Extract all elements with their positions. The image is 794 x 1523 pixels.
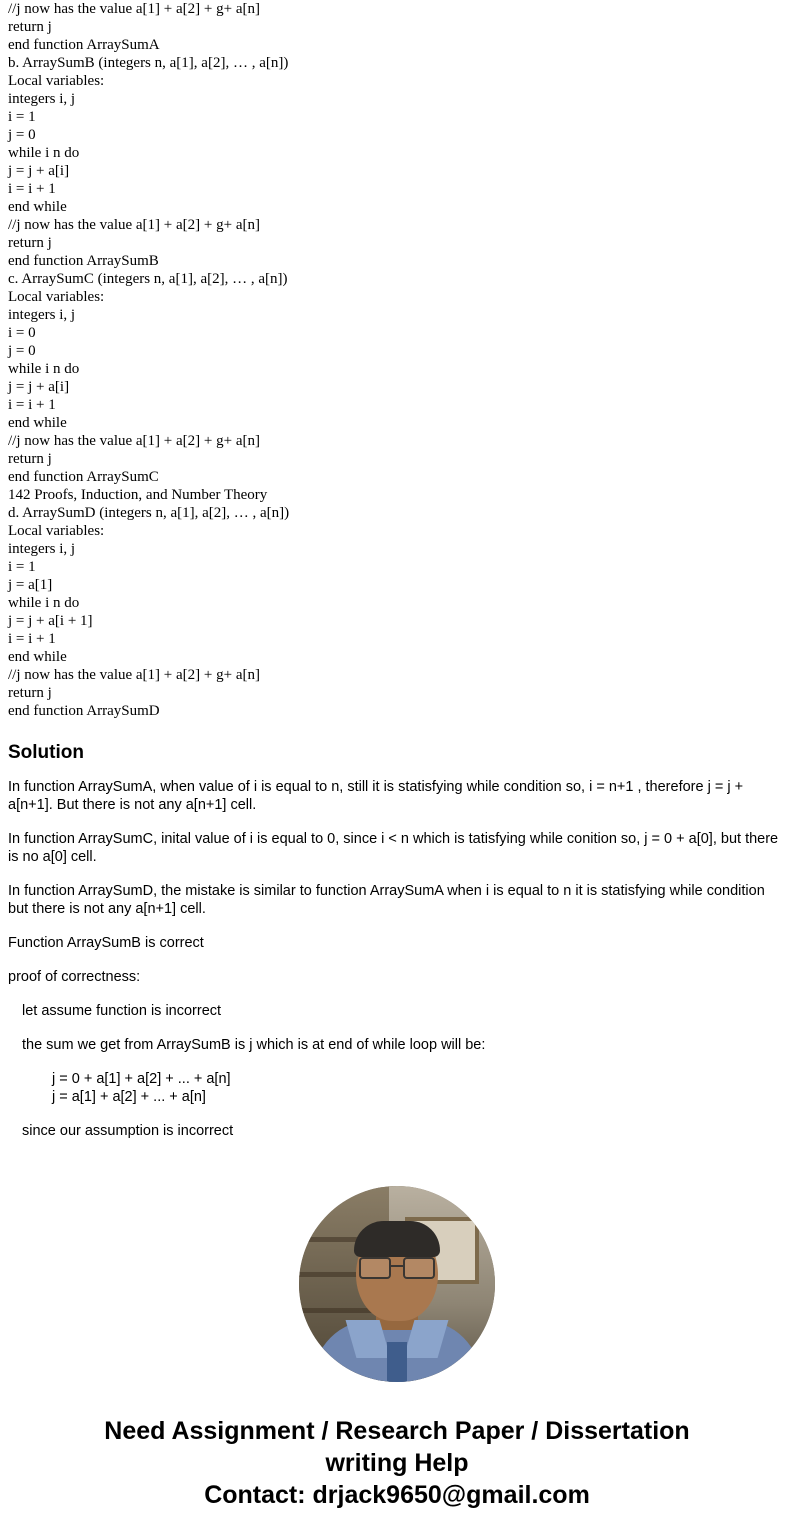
page-running-header: 142 Proofs, Induction, and Number Theory — [8, 487, 268, 503]
code-line: end function ArraySumD — [8, 703, 160, 719]
solution-heading: Solution — [8, 742, 84, 763]
glasses-lens-right — [403, 1257, 435, 1279]
proof-title: proof of correctness: — [8, 969, 141, 985]
code-line: j = j + a[i + 1] — [8, 613, 93, 629]
code-line: integers i, j — [8, 91, 76, 107]
code-line: return j — [8, 451, 52, 467]
tie — [387, 1342, 407, 1382]
code-line: b. ArraySumB (integers n, a[1], a[2], … , a[n]) — [8, 55, 289, 71]
code-line: //j now has the value a[1] + a[2] + g+ a[n] — [8, 667, 260, 683]
proof-sum-statement: the sum we get from ArraySumB is j which is at end of while loop will be: — [22, 1037, 486, 1053]
code-line: j = a[1] — [8, 577, 53, 593]
code-line: c. ArraySumC (integers n, a[1], a[2], … , a[n]) — [8, 271, 288, 287]
code-line: i = i + 1 — [8, 181, 56, 197]
code-line: end while — [8, 415, 67, 431]
code-line: i = 1 — [8, 559, 36, 575]
code-line: i = i + 1 — [8, 631, 56, 647]
code-line: j = 0 — [8, 343, 36, 359]
code-line: j = j + a[i] — [8, 163, 70, 179]
code-line: end while — [8, 649, 67, 665]
solution-paragraph: Function ArraySumB is correct — [8, 935, 204, 951]
code-line: i = 1 — [8, 109, 36, 125]
code-line: integers i, j — [8, 541, 76, 557]
pseudocode-block — [8, 0, 786, 720]
code-line: i = i + 1 — [8, 397, 56, 413]
code-line: //j now has the value a[1] + a[2] + g+ a[n] — [8, 1, 260, 17]
code-line: while i n do — [8, 595, 80, 611]
cta-block — [8, 1416, 786, 1510]
solution-paragraph: In function ArraySumD, the mistake is similar to function ArraySumA when i is equal to n it is statisfying while condition but there is not any a[n+1] cell. — [8, 883, 765, 917]
glasses-lens-left — [359, 1257, 391, 1279]
code-line: end function ArraySumC — [8, 469, 159, 485]
code-line: Local variables: — [8, 73, 105, 89]
code-line: end function ArraySumB — [8, 253, 159, 269]
proof-equation: j = 0 + a[1] + a[2] + ... + a[n] — [52, 1071, 231, 1087]
code-line: while i n do — [8, 145, 80, 161]
proof-assumption: let assume function is incorrect — [22, 1003, 222, 1019]
proof-of-correctness — [8, 968, 786, 1140]
solution-paragraph: In function ArraySumC, inital value of i is equal to 0, since i < n which is tatisfying while conition so, j = 0 + a[0], but there is no a[0] cell. — [8, 831, 779, 865]
code-line: j = 0 — [8, 127, 36, 143]
code-line: end while — [8, 199, 67, 215]
code-line: Local variables: — [8, 523, 105, 539]
code-line: end function ArraySumA — [8, 37, 160, 53]
solution-paragraph: In function ArraySumA, when value of i is equal to n, still it is statisfying while condition so, i = n+1 , therefore j = j + a[n+1]. But there is not any a[n+1] cell. — [8, 779, 744, 813]
code-line: return j — [8, 685, 52, 701]
cta-contact: Contact: drjack9650@gmail.com — [204, 1481, 590, 1509]
code-line: while i n do — [8, 361, 80, 377]
code-line: //j now has the value a[1] + a[2] + g+ a[n] — [8, 433, 260, 449]
code-line: i = 0 — [8, 325, 36, 341]
hair — [354, 1221, 440, 1257]
code-line: //j now has the value a[1] + a[2] + g+ a[n] — [8, 217, 260, 233]
avatar — [299, 1186, 495, 1382]
cta-line-1: Need Assignment / Research Paper / Dissertation — [104, 1417, 690, 1445]
code-line: integers i, j — [8, 307, 76, 323]
proof-conclusion: since our assumption is incorrect — [22, 1123, 234, 1139]
code-line: return j — [8, 19, 52, 35]
proof-equation: j = a[1] + a[2] + ... + a[n] — [52, 1089, 206, 1105]
code-line: return j — [8, 235, 52, 251]
code-line: Local variables: — [8, 289, 105, 305]
glasses-icon — [359, 1257, 435, 1275]
avatar-container — [8, 1186, 786, 1382]
code-line: d. ArraySumD (integers n, a[1], a[2], … , a[n]) — [8, 505, 290, 521]
code-line: j = j + a[i] — [8, 379, 70, 395]
glasses-bridge — [389, 1265, 405, 1267]
cta-line-2: writing Help — [325, 1449, 469, 1477]
